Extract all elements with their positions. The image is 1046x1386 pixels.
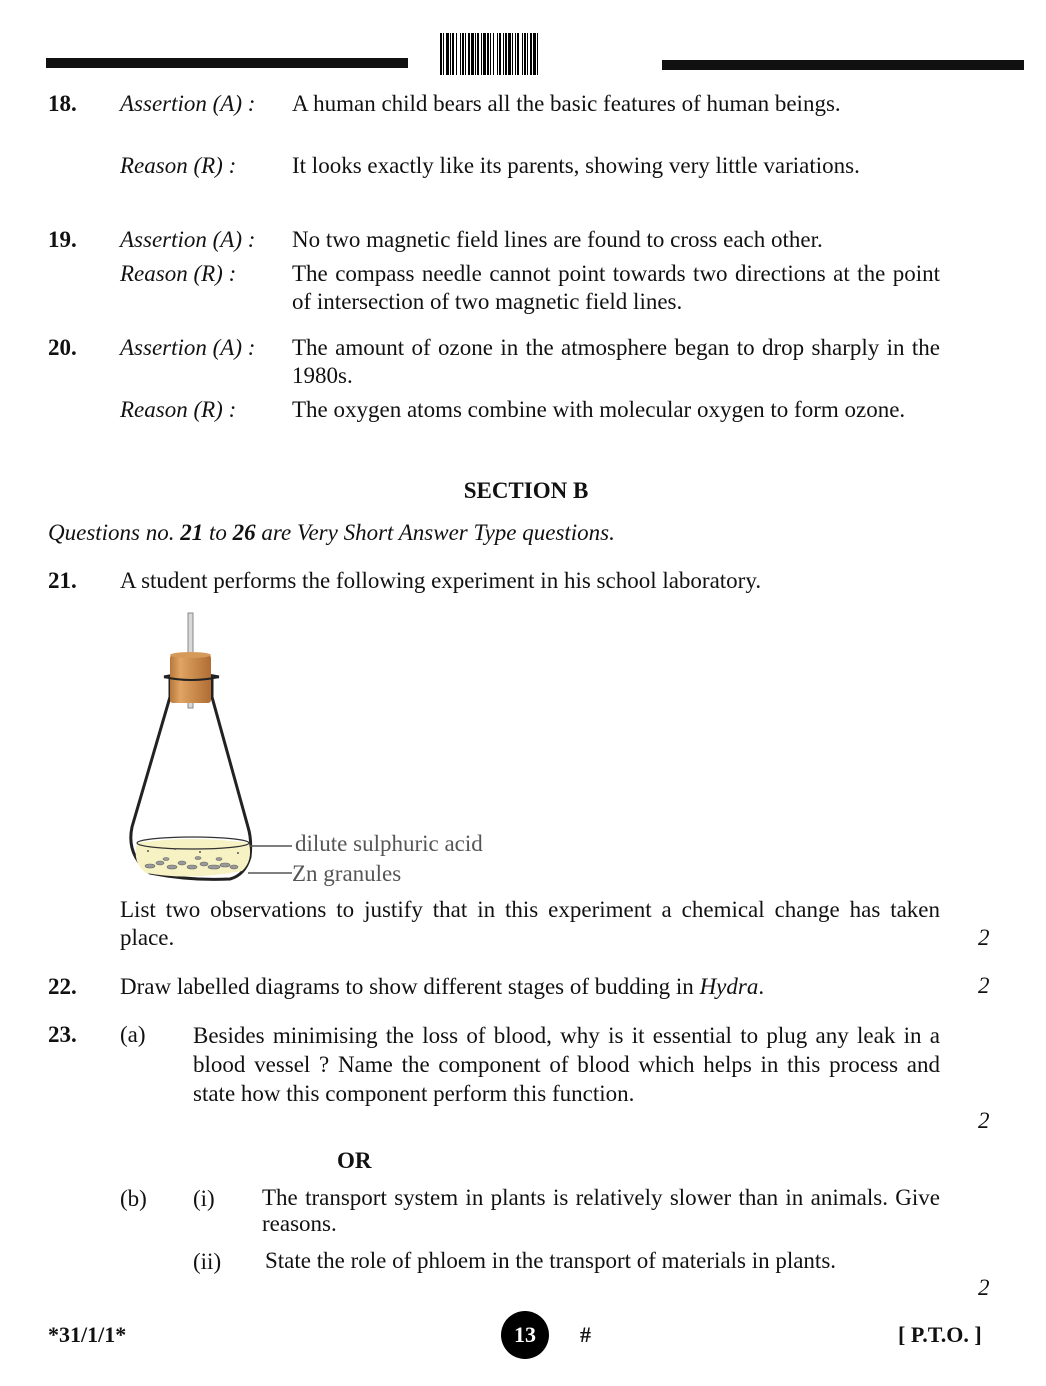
instruction-mid: to	[203, 520, 233, 545]
q21-intro: A student performs the following experiment in his school laboratory.	[120, 568, 762, 593]
label-zn-granules: Zn granules	[292, 861, 402, 886]
instruction-to: 26	[232, 520, 256, 545]
q22-text-prefix: Draw labelled diagrams to show different stages of budding in	[120, 974, 700, 999]
instruction-from: 21	[180, 520, 204, 545]
section-title: SECTION B	[463, 478, 589, 503]
q22-text	[120, 973, 764, 1001]
instruction-suffix: are Very Short Answer Type questions.	[255, 520, 615, 545]
q23-b-ii-label: (ii)	[193, 1249, 222, 1274]
q23-b-ii-text: State the role of phloem in the transport of materials in plants.	[265, 1248, 837, 1273]
reason-label-18: Reason (R) :	[120, 153, 237, 178]
q23-b-marks: 2	[978, 1275, 990, 1300]
reason-label-20: Reason (R) :	[120, 397, 237, 422]
q23-a-label: (a)	[120, 1022, 146, 1047]
reason-text-19: The compass needle cannot point towards two directions at the point of intersection of two magnetic field lines.	[292, 261, 940, 314]
assertion-label-19: Assertion (A) :	[120, 227, 256, 252]
section-instruction	[48, 519, 615, 547]
assertion-text-19: No two magnetic field lines are found to cross each other.	[292, 227, 823, 252]
q23-a-text: Besides minimising the loss of blood, why is it essential to plug any leak in a blood vessel ? Name the component of blood which helps in this process and state how this component perform this function.	[193, 1023, 940, 1106]
q22-marks: 2	[978, 973, 990, 998]
reason-text-20: The oxygen atoms combine with molecular oxygen to form ozone.	[292, 397, 906, 422]
barcode-icon	[440, 33, 632, 75]
header-rule-right	[662, 60, 1024, 70]
assertion-label-18: Assertion (A) :	[120, 91, 256, 116]
q23-b-i-label: (i)	[193, 1186, 215, 1211]
q21-marks: 2	[978, 925, 990, 950]
assertion-text-20: The amount of ozone in the atmosphere began to drop sharply in the 1980s.	[292, 335, 940, 388]
or-label: OR	[337, 1148, 372, 1173]
reason-text-18: It looks exactly like its parents, showing very little variations.	[292, 153, 860, 178]
q23-b-i-text: The transport system in plants is relatively slower than in animals. Give reasons.	[262, 1185, 940, 1236]
assertion-label-20: Assertion (A) :	[120, 335, 256, 360]
question-number-20: 20.	[48, 335, 77, 360]
q22-hydra: Hydra	[699, 974, 759, 999]
question-number-19: 19.	[48, 227, 77, 252]
flask-diagram	[120, 605, 560, 895]
header-rule-left	[46, 58, 408, 68]
assertion-text-18: A human child bears all the basic features of human beings.	[292, 91, 841, 116]
question-number-23: 23.	[48, 1022, 77, 1047]
paper-code: *31/1/1*	[48, 1322, 127, 1347]
q21-question: List two observations to justify that in this experiment a chemical change has taken place.	[120, 897, 940, 950]
question-number-18: 18.	[48, 91, 77, 116]
q22-text-suffix: .	[758, 974, 765, 999]
instruction-prefix: Questions no.	[48, 520, 181, 545]
pto-label: [ P.T.O. ]	[898, 1322, 982, 1347]
question-number-21: 21.	[48, 568, 77, 593]
hash-mark: #	[580, 1322, 591, 1347]
page-number: 13	[501, 1311, 549, 1359]
question-number-22: 22.	[48, 974, 77, 999]
reason-label-19: Reason (R) :	[120, 261, 237, 286]
label-dilute-sulphuric-acid: dilute sulphuric acid	[295, 831, 483, 856]
q23-b-label: (b)	[120, 1186, 147, 1211]
q23-a-marks: 2	[978, 1108, 990, 1133]
